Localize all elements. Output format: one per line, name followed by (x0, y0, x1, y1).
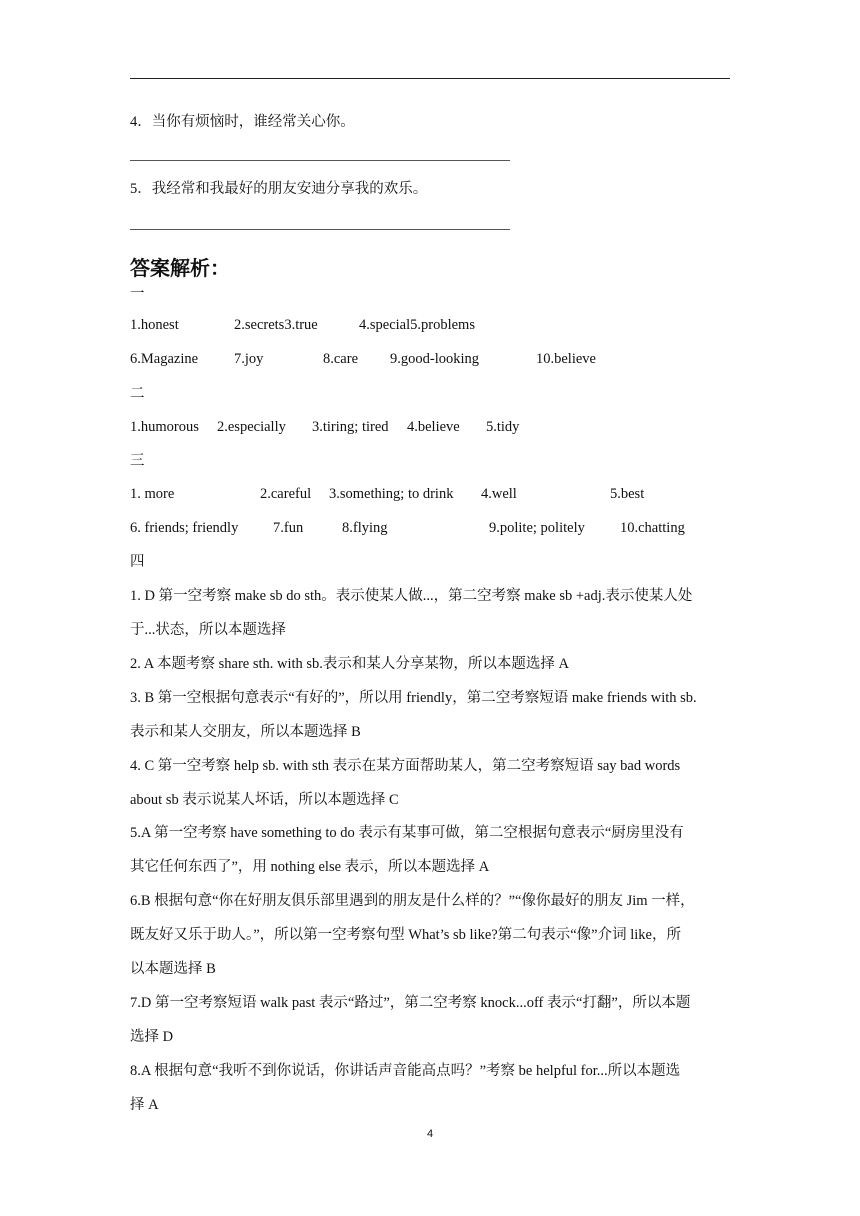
translation-question-5: 5．我经常和我最好的朋友安迪分享我的欢乐。 (130, 181, 428, 197)
s3-answer: 5.best (610, 486, 645, 502)
s4-explanation-line: 以本题选择 B (130, 961, 216, 977)
section-4-label: 四 (130, 554, 145, 570)
section-1-label: 一 (130, 286, 145, 302)
s3-answer: 10.chatting (620, 520, 685, 536)
s1-answer: 2.secrets3.true (234, 317, 318, 333)
s4-explanation-line: 5.A 第一空考察 have something to do 表示有某事可做，第二空根据句意表示“厨房里没有 (130, 825, 684, 841)
s4-explanation-line: 4. C 第一空考察 help sb. with sth 表示在某方面帮助某人，第二空考察短语 say bad words (130, 758, 681, 774)
header-rule (130, 78, 730, 79)
s3-answer: 3.something; to drink (329, 486, 454, 502)
section-3-label: 三 (130, 453, 145, 469)
s4-explanation-line: 于...状态，所以本题选择 (130, 622, 286, 638)
section-2-label: 二 (130, 386, 145, 402)
s4-explanation-line: 择 A (130, 1097, 159, 1113)
answer-blank-4 (130, 160, 510, 161)
s1-answer: 1.honest (130, 317, 179, 333)
s4-explanation-line: 表示和某人交朋友，所以本题选择 B (130, 724, 361, 740)
s3-answer: 2.careful (260, 486, 312, 502)
s3-answer: 1. more (130, 486, 175, 502)
s2-answer: 2.especially (217, 419, 286, 435)
s4-explanation-line: 7.D 第一空考察短语 walk past 表示“路过”，第二空考察 knock...off 表示“打翻”，所以本题 (130, 995, 691, 1011)
s3-answer: 7.fun (273, 520, 304, 536)
s4-explanation-line: 其它任何东西了”，用 nothing else 表示，所以本题选择 A (130, 859, 490, 875)
s1-answer: 7.joy (234, 351, 264, 367)
s4-explanation-line: 6.B 根据句意“你在好朋友俱乐部里遇到的朋友是什么样的？”“像你最好的朋友 Jim 一样， (130, 893, 695, 909)
answer-blank-5 (130, 229, 510, 230)
s3-answer: 6. friends; friendly (130, 520, 239, 536)
s3-answer: 8.flying (342, 520, 388, 536)
s1-answer: 4.special5.problems (359, 317, 475, 333)
s4-explanation-line: 选择 D (130, 1029, 174, 1045)
s4-explanation-line: 既友好又乐于助人。”，所以第一空考察句型 What’s sb like?第二句表示“像”介词 like，所 (130, 927, 681, 943)
page-number: 4 (426, 1128, 434, 1140)
s2-answer: 5.tidy (486, 419, 520, 435)
s4-explanation-line: 1. D 第一空考察 make sb do sth。表示使某人做...，第二空考察 make sb +adj.表示使某人处 (130, 588, 693, 604)
s4-explanation-line: about sb 表示说某人坏话，所以本题选择 C (130, 792, 399, 808)
s1-answer: 8.care (323, 351, 359, 367)
s2-answer: 1.humorous (130, 419, 199, 435)
s3-answer: 4.well (481, 486, 517, 502)
translation-question-4: 4．当你有烦恼时，谁经常关心你。 (130, 114, 355, 130)
s4-explanation-line: 8.A 根据句意“我听不到你说话，你讲话声音能高点吗？”考察 be helpful for...所以本题选 (130, 1063, 681, 1079)
s1-answer: 9.good-looking (390, 351, 480, 367)
s4-explanation-line: 2. A 本题考察 share sth. with sb.表示和某人分享某物，所以本题选择 A (130, 656, 570, 672)
s1-answer: 10.believe (536, 351, 596, 367)
answers-heading: 答案解析： (130, 256, 230, 280)
s4-explanation-line: 3. B 第一空根据句意表示“有好的”，所以用 friendly，第二空考察短语 make friends with sb. (130, 690, 697, 706)
s3-answer: 9.polite; politely (489, 520, 585, 536)
s2-answer: 4.believe (407, 419, 460, 435)
s2-answer: 3.tiring; tired (312, 419, 389, 435)
s1-answer: 6.Magazine (130, 351, 199, 367)
